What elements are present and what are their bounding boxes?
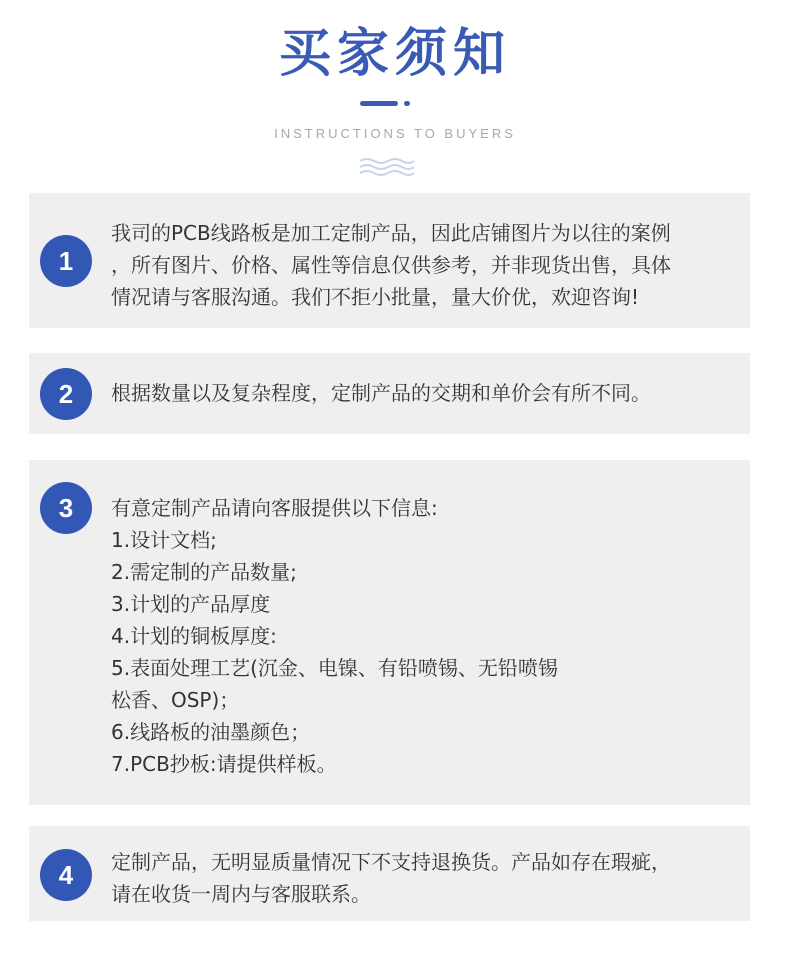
notice-card-3 (29, 460, 750, 805)
notice-line: 7.PCB抄板:请提供样板。 (111, 752, 337, 776)
notice-line: 1.设计文档; (111, 528, 217, 552)
page-subtitle: INSTRUCTIONS TO BUYERS (274, 126, 516, 141)
notice-line: 请在收货一周内与客服联系。 (111, 882, 371, 906)
title-underline-dot (404, 101, 410, 106)
notice-line: 4.计划的铜板厚度: (111, 624, 277, 648)
notice-line: 6.线路板的油墨颜色； (111, 720, 311, 744)
notice-line: 5.表面处理工艺(沉金、电镍、有铅喷锡、无铅喷锡 (111, 656, 558, 680)
notice-line: 情况请与客服沟通。我们不拒小批量，量大价优，欢迎咨询! (111, 285, 640, 309)
notice-text (111, 846, 741, 910)
number-badge: 4 (40, 849, 92, 901)
notice-line: ，所有图片、价格、属性等信息仅供参考，并非现货出售，具体 (111, 253, 671, 277)
notice-card-1 (29, 193, 750, 328)
notice-text (111, 377, 741, 409)
title-underline (360, 101, 398, 106)
page-title: 买家须知 (278, 24, 511, 84)
wave-lines-icon (358, 156, 416, 178)
notice-card-4 (29, 826, 750, 921)
number-badge: 1 (40, 235, 92, 287)
notice-line: 我司的PCB线路板是加工定制产品，因此店铺图片为以往的案例 (111, 221, 671, 245)
notice-line: 松香、OSP)； (111, 688, 240, 712)
notice-text (111, 492, 741, 780)
notice-card-2 (29, 353, 750, 434)
number-badge: 2 (40, 368, 92, 420)
notice-line: 根据数量以及复杂程度，定制产品的交期和单价会有所不同。 (111, 381, 651, 405)
notice-text (111, 217, 741, 313)
notice-line: 定制产品，无明显质量情况下不支持退换货。产品如存在瑕疵， (111, 850, 671, 874)
notice-line: 2.需定制的产品数量; (111, 560, 297, 584)
number-badge: 3 (40, 482, 92, 534)
notice-line: 有意定制产品请向客服提供以下信息: (111, 496, 438, 520)
notice-line: 3.计划的产品厚度 (111, 592, 271, 616)
